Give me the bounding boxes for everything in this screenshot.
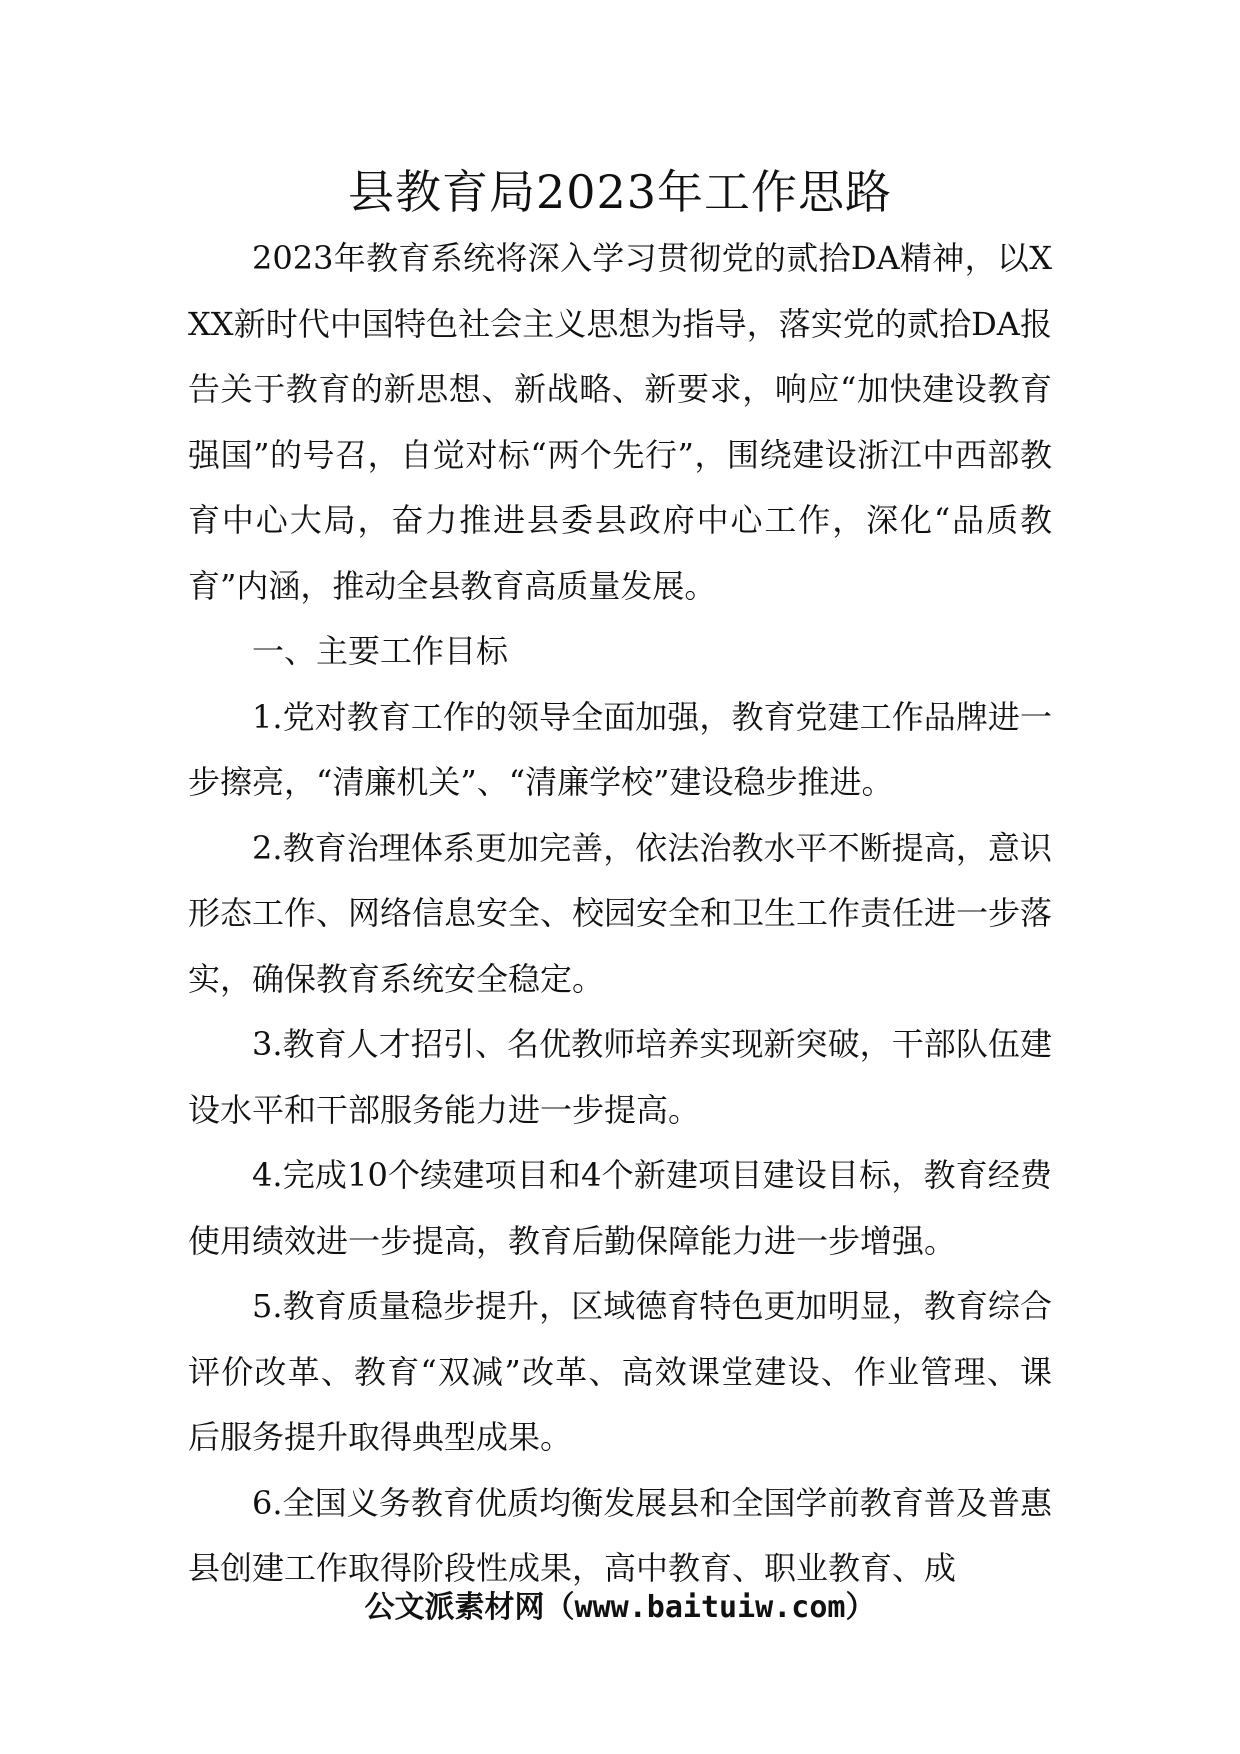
goal-item-1: 1.党对教育工作的领导全面加强，教育党建工作品牌进一步擦亮，“清廉机关”、“清廉学校”建设稳步推进。 xyxy=(188,697,1052,801)
goal-item-5: 5.教育质量稳步提升，区域德育特色更加明显，教育综合评价改革、教育“双减”改革、高效课堂建设、作业管理、课后服务提升取得典型成果。 xyxy=(188,1287,1052,1456)
document-title: 县教育局2023年工作思路 xyxy=(347,165,893,219)
goal-item-2: 2.教育治理体系更加完善，依法治教水平不断提高，意识形态工作、网络信息安全、校园安全和卫生工作责任进一步落实，确保教育系统安全稳定。 xyxy=(188,828,1053,998)
footer-site-name: 公文派素材网 xyxy=(364,1590,545,1625)
goal-item-3: 3.教育人才招引、名优教师培养实现新突破，干部队伍建设水平和干部服务能力进一步提高。 xyxy=(188,1025,1052,1129)
section-heading: 一、主要工作目标 xyxy=(252,632,509,670)
goal-item-6: 6.全国义务教育优质均衡发展县和全国学前教育普及普惠县创建工作取得阶段性成果，高中教育、职业教育、成 xyxy=(188,1483,1052,1587)
footer-url: （www.baituiw.com） xyxy=(544,1590,876,1625)
goal-item-4: 4.完成10个续建项目和4个新建项目建设目标，教育经费使用绩效进一步提高，教育后勤保障能力进一步增强。 xyxy=(188,1156,1052,1260)
intro-paragraph: 2023年教育系统将深入学习贯彻党的贰拾DA精神，以XXX新时代中国特色社会主义思想为指导，落实党的贰拾DA报告关于教育的新思想、新战略、新要求，响应“加快建设教育强国”的号召，自觉对标“两个先行”，围绕建设浙江中西部教育中心大局，奋力推进县委县政府中心工作，深化“品质教育”内涵，推动全县教育高质量发展。 xyxy=(188,239,1052,605)
document-body xyxy=(188,226,1052,1602)
footer-watermark xyxy=(0,1588,1240,1628)
